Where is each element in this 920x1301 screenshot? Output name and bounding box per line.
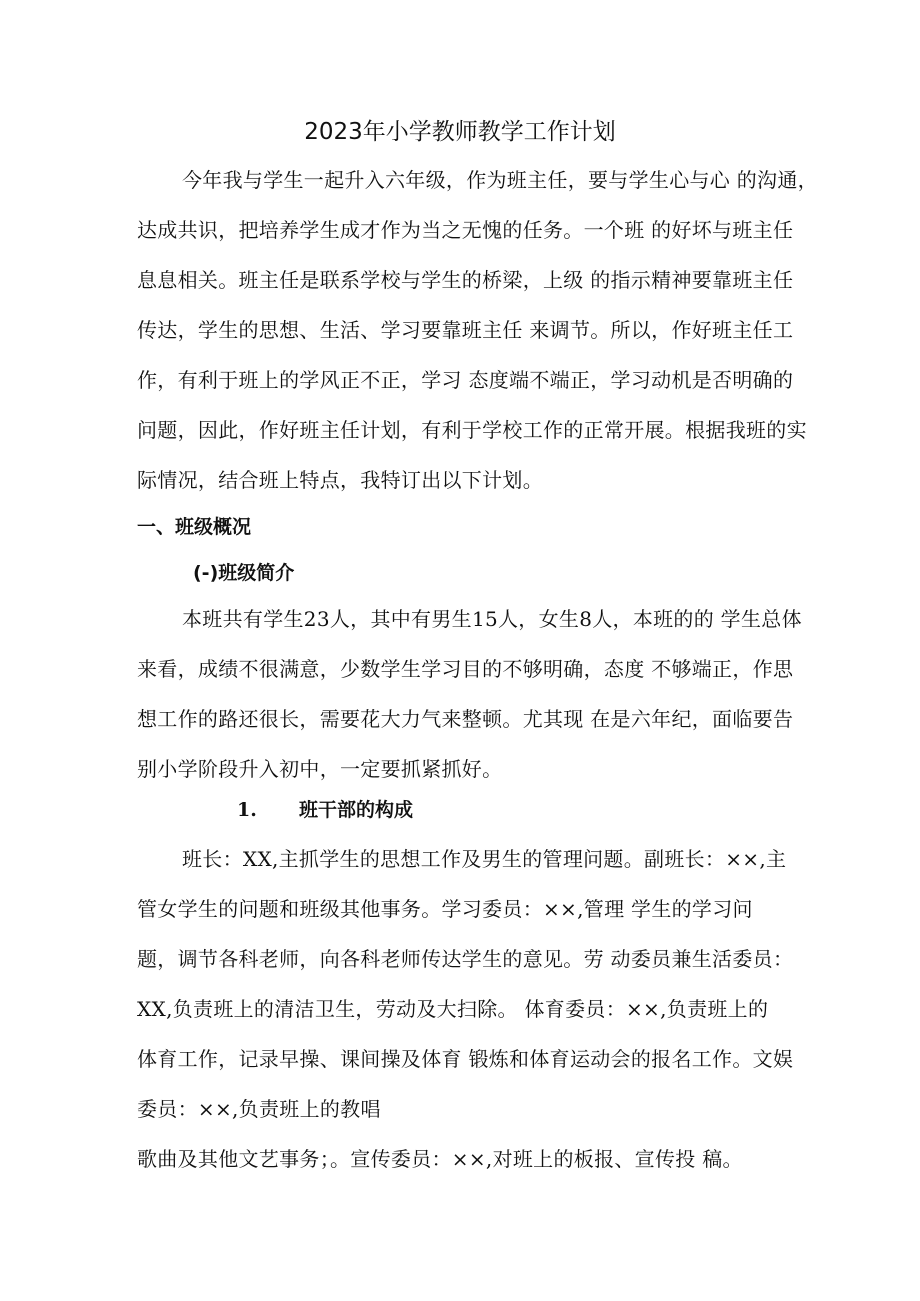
intro-line: 传达，学生的思想、生活、学习要靠班主任 来调节。所以，作好班主任工 [137,318,794,342]
cadre-line: 歌曲及其他文艺事务；。宣传委员：××,对班上的板报、宣传投 稿。 [137,1147,743,1171]
cadre-line: 班长：XX,主抓学生的思想工作及男生的管理问题。副班长：××,主 [182,847,787,871]
section-heading: 一、班级概况 [137,516,252,538]
class-intro-line: 本班共有学生23人，其中有男生15人，女生8人，本班的的 学生总体 [182,607,802,631]
intro-line: 今年我与学生一起升入六年级，作为班主任，要与学生心与心 的沟通， [182,168,818,192]
subsection-heading: (-)班级简介 [193,562,295,584]
numbered-heading [237,796,413,824]
cadre-line: XX,负责班上的清洁卫生，劳动及大扫除。 体育委员：××,负责班上的 [137,997,769,1021]
heading-number: 1. [237,799,257,821]
cadre-line: 体育工作，记录早操、课间操及体育 锻炼和体育运动会的报名工作。文娱 [137,1047,794,1071]
document-title: 2023年小学教师教学工作计划 [304,119,616,145]
class-intro-line: 来看，成绩不很满意，少数学生学习目的不够明确，态度 不够端正，作思 [137,657,794,681]
heading-text: 班干部的构成 [299,799,414,821]
intro-line: 问题，因此，作好班主任计划，有利于学校工作的正常开展。根据我班的实 [137,418,807,442]
class-intro-line: 别小学阶段升入初中，一定要抓紧抓好。 [137,757,503,781]
intro-line: 达成共识，把培养学生成才作为当之无愧的任务。一个班 的好坏与班主任 [137,218,794,242]
cadre-line: 管女学生的问题和班级其他事务。学习委员：××,管理 学生的学习问 [137,897,753,921]
intro-line: 作，有利于班上的学风正不正，学习 态度端不端正，学习动机是否明确的 [137,368,794,392]
intro-line: 际情况，结合班上特点，我特订出以下计划。 [137,468,543,492]
class-intro-line: 想工作的路还很长，需要花大力气来整顿。尤其现 在是六年纪，面临要告 [137,707,794,731]
cadre-line: 题，调节各科老师，向各科老师传达学生的意见。劳 动委员兼生活委员： [137,947,794,971]
cadre-line: 委员：××,负责班上的教唱 [137,1097,381,1121]
intro-line: 息息相关。班主任是联系学校与学生的桥梁，上级 的指示精神要靠班主任 [137,268,794,292]
